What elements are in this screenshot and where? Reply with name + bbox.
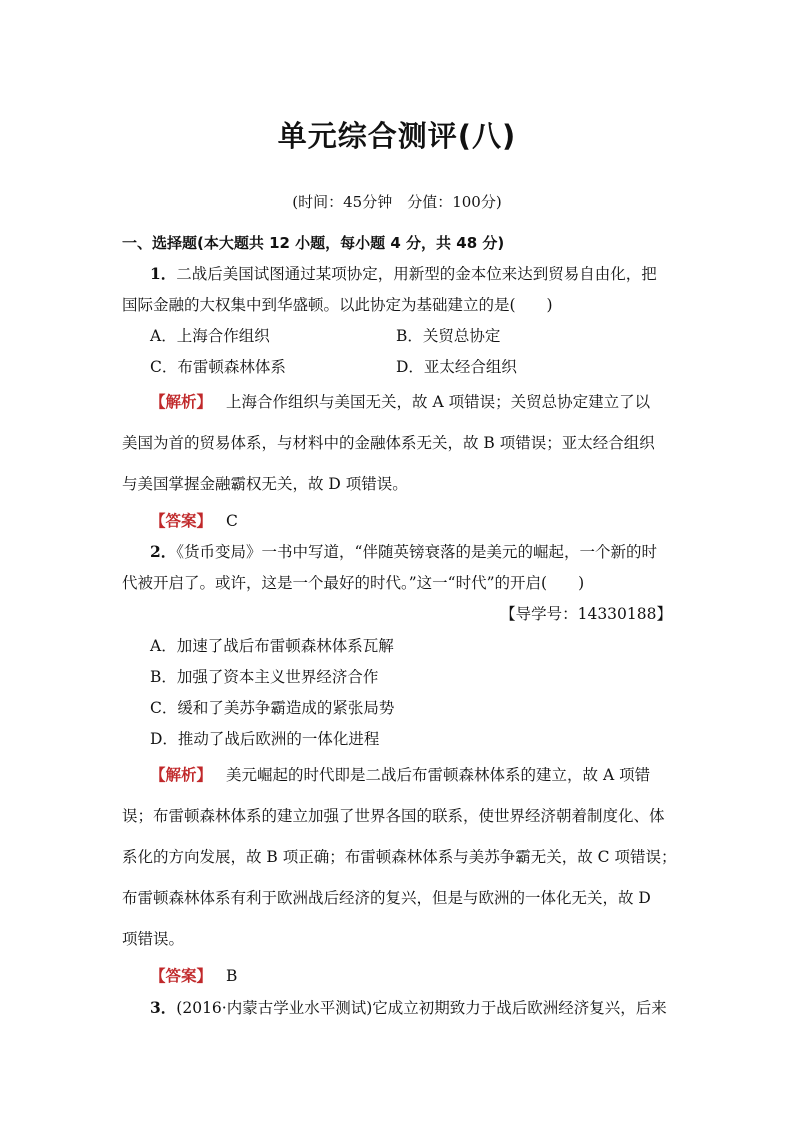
answer-value: B [226,967,238,985]
analysis-2-line-4: 布雷顿森林体系有利于欧洲战后经济的复兴，但是与欧洲的一体化无关，故 D [122,889,651,907]
answer-tag: 【答案】 [150,966,213,985]
answer-2 [150,964,710,986]
question-1-line-2: 国际金融的大权集中到华盛顿。以此协定为基础建立的是( ) [122,296,553,314]
guide-number: 【导学号：14330188】 [500,605,672,623]
analysis-1-line-2: 美国为首的贸易体系，与材料中的金融体系无关，故 B 项错误；亚太经合组织 [122,434,655,452]
analysis-2-line-2: 误；布雷顿森林体系的建立加强了世界各国的联系，使世界经济朝着制度化、体 [122,807,665,825]
section-heading: 一、选择题(本大题共 12 小题，每小题 4 分，共 48 分) [122,234,505,252]
option-d: D．推动了战后欧洲的一体化进程 [150,730,380,748]
option-b: B．加强了资本主义世界经济合作 [150,668,379,686]
analysis-tag: 【解析】 [150,392,213,411]
option-c: C．缓和了美苏争霸造成的紧张局势 [150,699,395,717]
analysis-tag: 【解析】 [150,765,213,784]
question-number: 2． [150,542,177,561]
page-title: 单元综合测评(八) [277,119,517,153]
answer-tag: 【答案】 [150,511,213,530]
exam-meta: (时间：45分钟 分值：100分) [292,193,502,211]
analysis-text: 美元崛起的时代即是二战后布雷顿森林体系的建立，故 A 项错 [226,766,651,784]
option-d: D．亚太经合组织 [396,358,517,376]
analysis-2-line-3: 系化的方向发展，故 B 项正确；布雷顿森林体系与美苏争霸无关，故 C 项错误； [122,848,677,866]
analysis-2-line-1 [150,763,710,785]
answer-1 [150,509,710,531]
option-c: C．布雷顿森林体系 [150,358,286,376]
question-number: 1． [150,264,177,283]
option-a: A．上海合作组织 [150,327,270,345]
question-text: (2016·内蒙古学业水平测试)它成立初期致力于战后欧洲经济复兴，后来 [176,999,667,1017]
question-number: 3． [150,998,177,1017]
analysis-1-line-1 [150,390,710,412]
analysis-1-line-3: 与美国掌握金融霸权无关，故 D 项错误。 [122,475,408,493]
option-a: A．加速了战后布雷顿森林体系瓦解 [150,637,394,655]
analysis-text: 上海合作组织与美国无关，故 A 项错误；关贸总协定建立了以 [226,393,651,411]
question-2-line-2: 代被开启了。或许，这是一个最好的时代。”这一“时代”的开启( ) [122,574,585,592]
question-text: 二战后美国试图通过某项协定，用新型的金本位来达到贸易自由化，把 [176,265,657,283]
answer-value: C [226,512,238,530]
question-3-line-1 [150,996,710,1018]
question-text: 《货币变局》一书中写道，“伴随英镑衰落的是美元的崛起，一个新的时 [176,543,657,561]
analysis-2-line-5: 项错误。 [122,930,185,948]
question-1-line-1 [150,262,710,284]
question-2-line-1 [150,540,710,562]
option-b: B．关贸总协定 [396,327,501,345]
